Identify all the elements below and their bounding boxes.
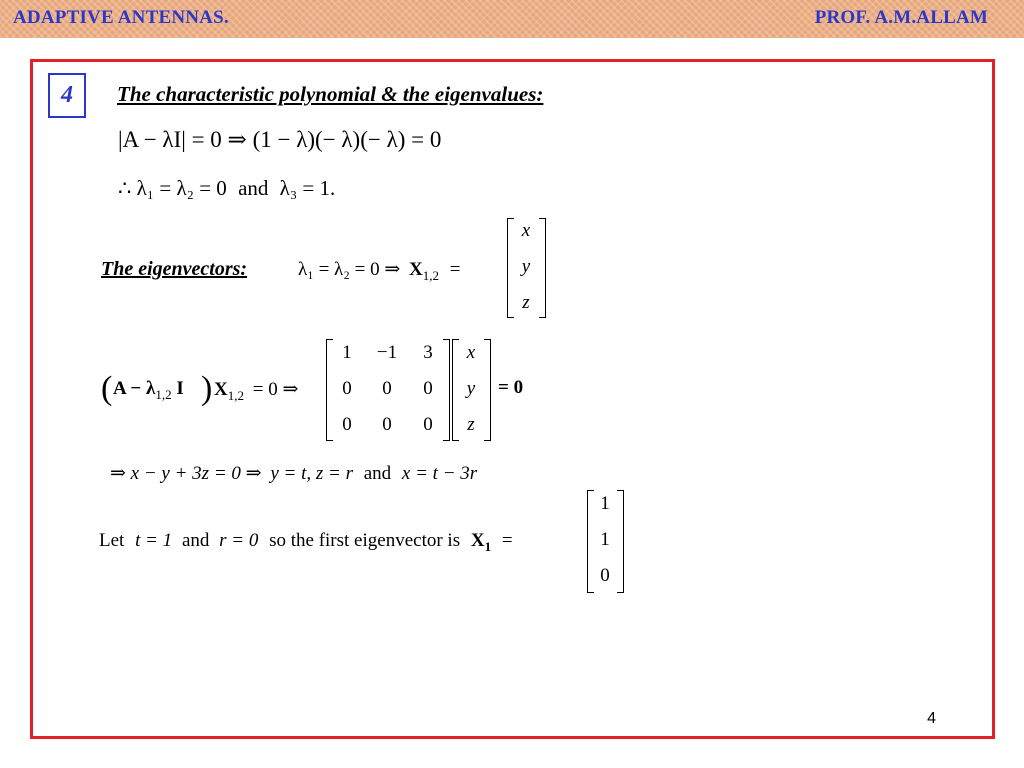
eigenvectors-lhs-expr: λ₁ = λ₂ = 0 ⇒ xyxy=(298,259,401,280)
X1-entry: 0 xyxy=(600,565,610,586)
system-rhs: = 0 xyxy=(498,377,524,398)
page-number: 4 xyxy=(927,710,936,727)
char-poly-equation: |A − λI| = 0 ⇒ (1 − λ)(− λ)(− λ) = 0 xyxy=(118,127,442,152)
matrix-cell: −1 xyxy=(376,342,398,363)
eigenvectors-X-symbol: X xyxy=(409,259,423,280)
matrix-cell: 0 xyxy=(342,414,352,435)
matrix-cell: 0 xyxy=(382,414,392,435)
vector-entry: z xyxy=(522,292,530,313)
let-word: Let xyxy=(99,530,125,551)
vector2-entry: x xyxy=(466,342,476,363)
X1-subscript: 1 xyxy=(484,539,492,554)
matrix-bracket-right xyxy=(443,339,450,441)
system-lhs xyxy=(113,378,184,400)
solution-implies: ⇒ x − y + 3z = 0 ⇒ xyxy=(110,463,262,484)
slide-label-box: 4 xyxy=(48,73,86,118)
matrix-cell: 0 xyxy=(423,378,433,399)
eigenvalue-result-lhs: ∴ λ₁ = λ₂ = 0 xyxy=(118,176,227,200)
r-equals: r = 0 xyxy=(219,530,259,551)
eigenvectors-lhs xyxy=(298,258,460,281)
eigenvector-text: so the first eigenvector is xyxy=(269,530,461,551)
matrix-cell: 1 xyxy=(342,342,352,363)
matrix-cell: 0 xyxy=(423,414,433,435)
solution-line xyxy=(110,462,477,485)
system-A: A − λ xyxy=(113,378,156,399)
X1-equals: = xyxy=(501,530,513,551)
and-word: and xyxy=(181,530,210,551)
eigenvectors-heading: The eigenvectors: xyxy=(101,258,248,280)
right-paren: ) xyxy=(201,370,213,407)
vector2-entry: z xyxy=(467,414,475,435)
eigenvalue-result xyxy=(118,176,335,201)
system-lhs-rest xyxy=(214,378,298,401)
solution-params: y = t, z = r xyxy=(270,463,353,484)
system-lambda-sub: 1,2 xyxy=(155,387,172,402)
X1-entry: 1 xyxy=(600,529,610,550)
eigenvectors-equals: = xyxy=(449,259,461,280)
eigenvalue-result-rhs: λ₃ = 1. xyxy=(279,176,336,200)
solution-and: and xyxy=(363,463,392,484)
vector2-entry: y xyxy=(466,378,476,399)
eigenvalue-result-and: and xyxy=(238,176,269,200)
vector-entry: y xyxy=(521,256,531,277)
vector-entry: x xyxy=(521,220,531,241)
X1-symbol: X xyxy=(470,530,485,551)
matrix-cell: 0 xyxy=(342,378,352,399)
X1-entry: 1 xyxy=(600,493,610,514)
system-X: X xyxy=(214,379,228,400)
left-paren: ( xyxy=(101,370,113,407)
system-I: I xyxy=(176,378,184,399)
header-bar xyxy=(0,0,1024,38)
author-name: PROF. A.M.ALLAM xyxy=(814,7,988,28)
system-eq: = 0 ⇒ xyxy=(252,379,299,400)
matrix-cell: 3 xyxy=(423,342,433,363)
course-title: ADAPTIVE ANTENNAS. xyxy=(13,7,229,28)
matrix-cell: 0 xyxy=(382,378,392,399)
system-X-sub: 1,2 xyxy=(227,388,244,403)
first-eigenvector-line xyxy=(99,530,513,552)
eigenvectors-X-subscript: 1,2 xyxy=(422,268,440,283)
solution-x-expr: x = t − 3r xyxy=(401,463,478,484)
char-poly-heading: The characteristic polynomial & the eigenvalues: xyxy=(117,82,544,106)
t-equals: t = 1 xyxy=(135,530,173,551)
